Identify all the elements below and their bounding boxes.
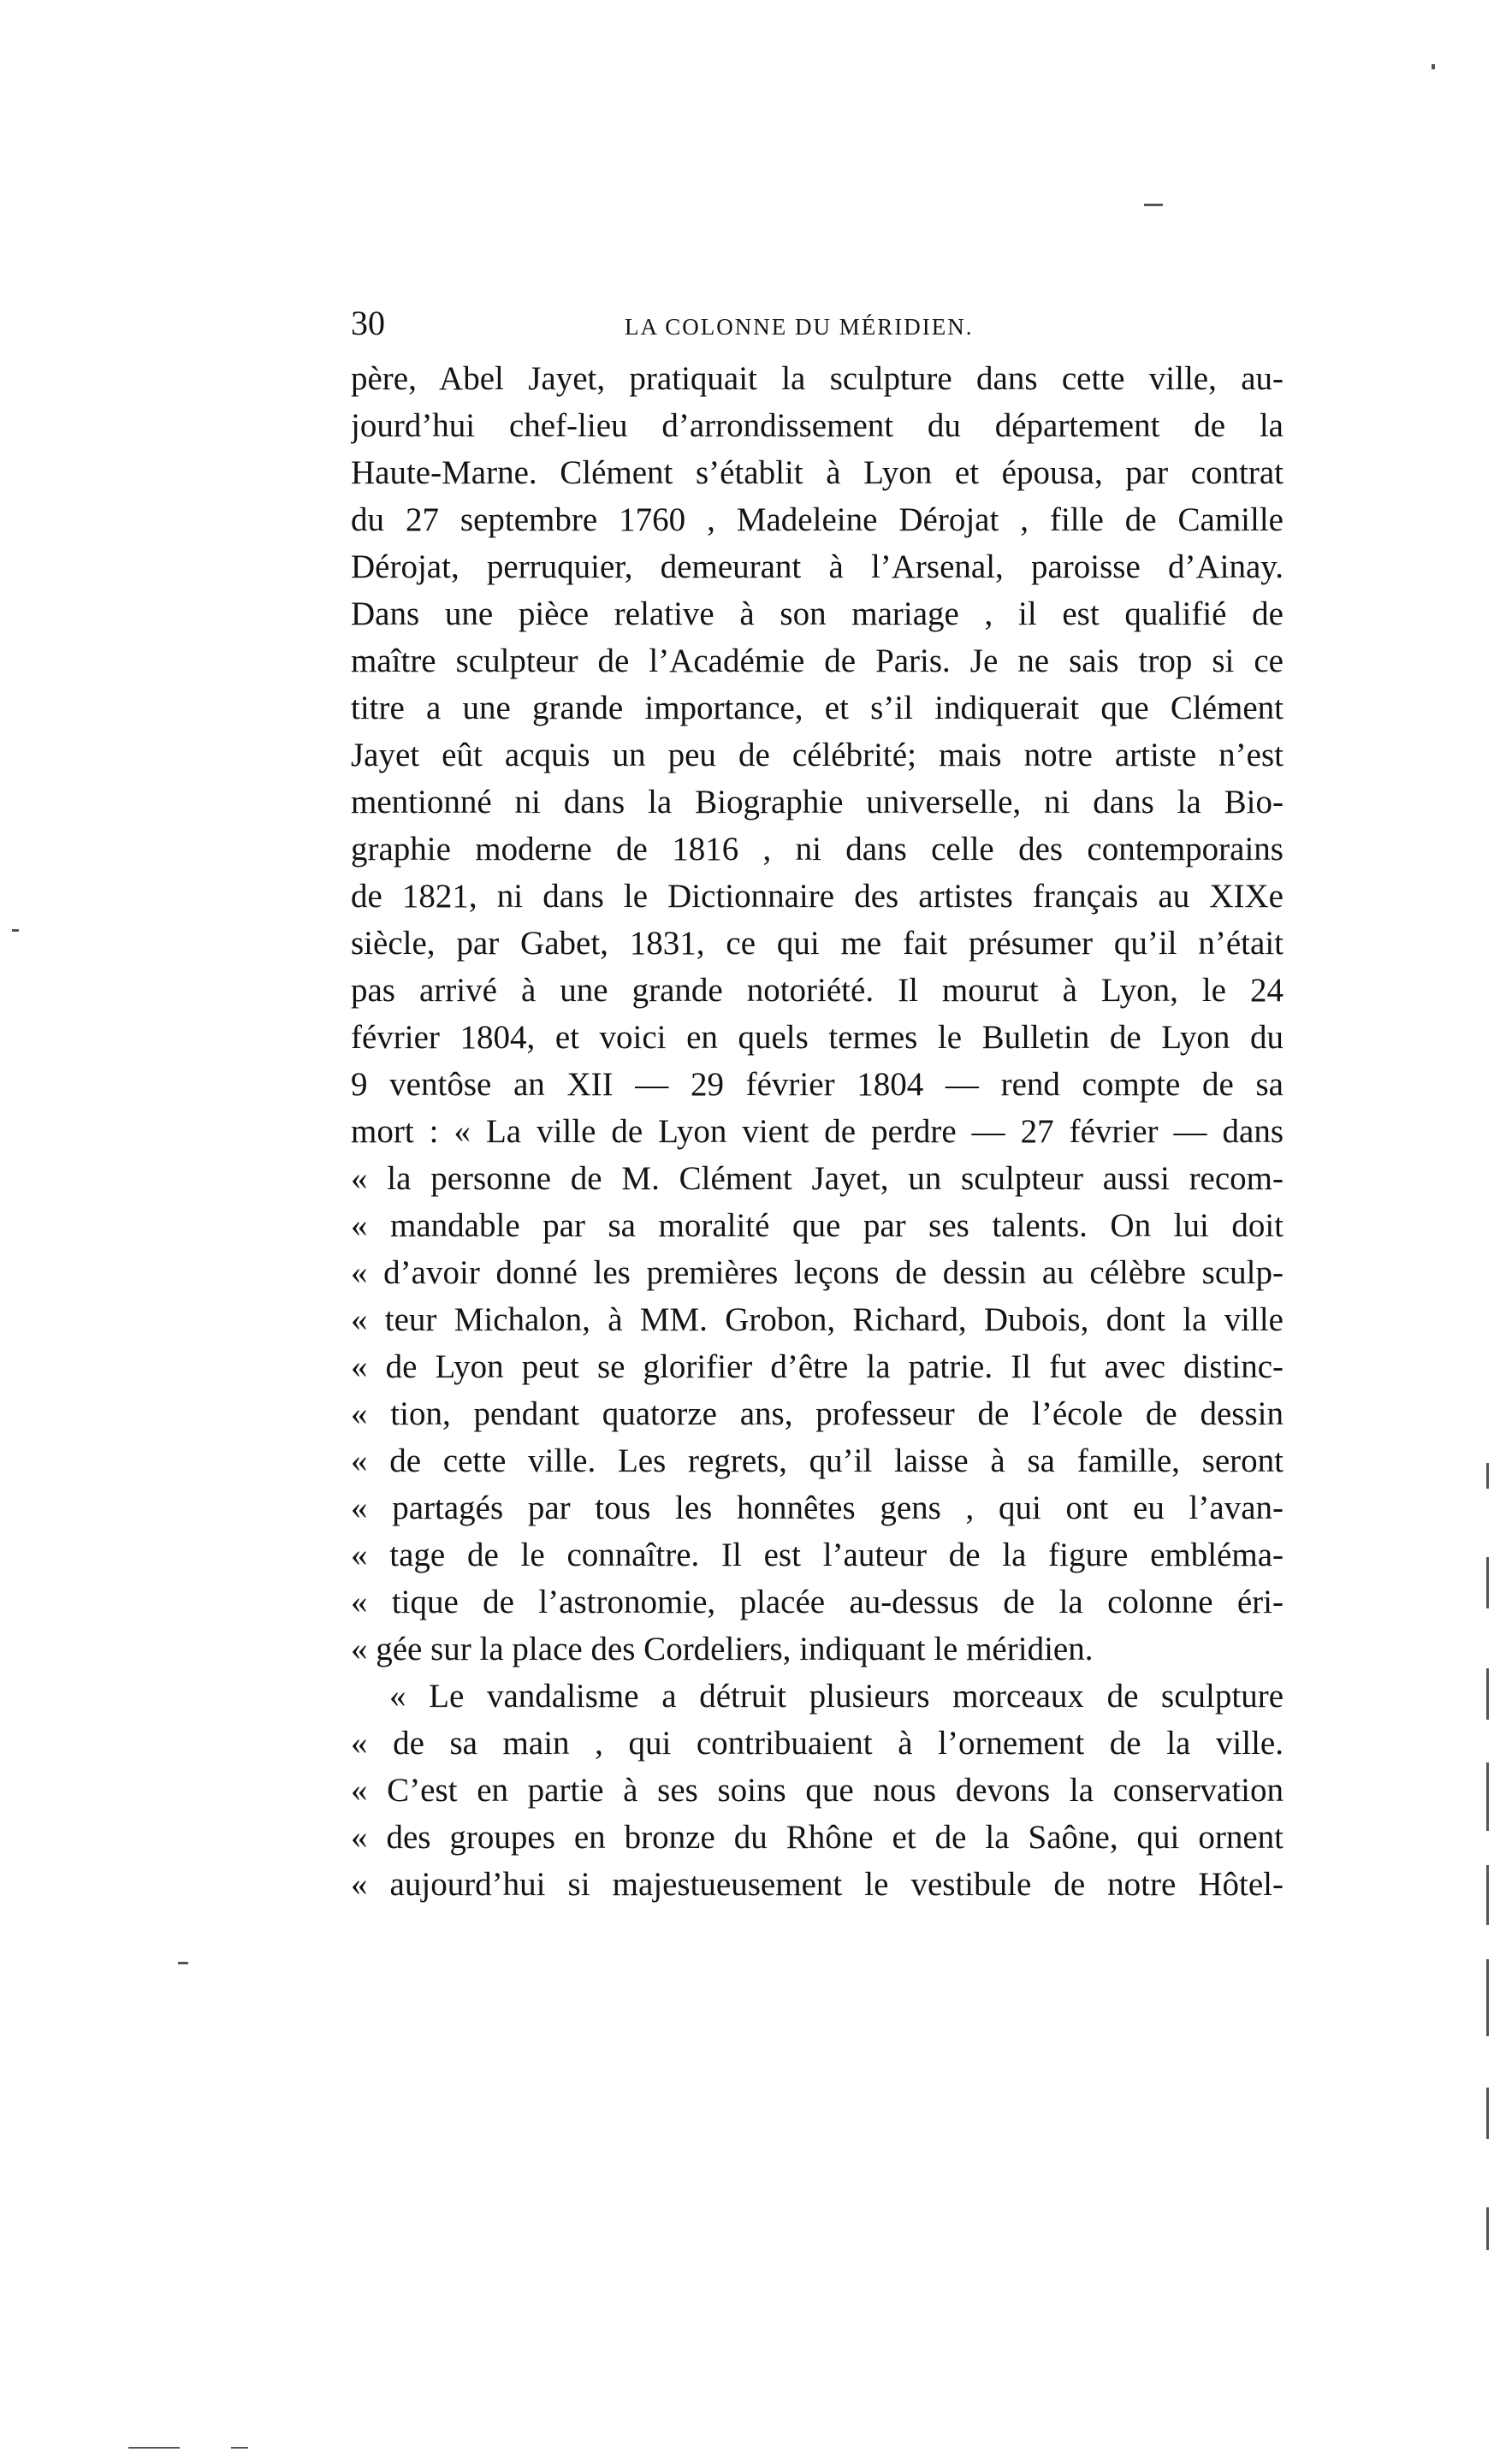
scan-speck bbox=[1432, 64, 1435, 69]
text-line: 9 ventôse an XII — 29 février 1804 — rend compte de sa bbox=[351, 1066, 1284, 1103]
scan-edge-mark bbox=[1486, 1668, 1489, 1720]
quote-line: « gée sur la place des Cordeliers, indiquant le méridien. bbox=[351, 1631, 1094, 1667]
scan-edge-mark bbox=[1486, 2207, 1489, 2250]
text-line: de 1821, ni dans le Dictionnaire des artistes français au XIXe bbox=[351, 878, 1284, 915]
scan-speck bbox=[231, 2447, 248, 2449]
text-line: mort : « La ville de Lyon vient de perdre — 27 février — dans bbox=[351, 1113, 1284, 1150]
running-head bbox=[351, 298, 1284, 349]
quote-line: « C’est en partie à ses soins que nous devons la conservation bbox=[351, 1772, 1284, 1809]
text-line: père, Abel Jayet, pratiquait la sculpture dans cette ville, au- bbox=[351, 360, 1284, 397]
quote-line: « Le vandalisme a détruit plusieurs morceaux de sculpture bbox=[389, 1678, 1284, 1715]
quote-line: « aujourd’hui si majestueusement le vestibule de notre Hôtel- bbox=[351, 1866, 1284, 1903]
text-line: février 1804, et voici en quels termes le Bulletin de Lyon du bbox=[351, 1019, 1284, 1056]
quote-line: « des groupes en bronze du Rhône et de la Saône, qui ornent bbox=[351, 1819, 1284, 1856]
quote-line: « de Lyon peut se glorifier d’être la patrie. Il fut avec distinc- bbox=[351, 1348, 1284, 1385]
text-line: mentionné ni dans la Biographie universelle, ni dans la Bio- bbox=[351, 784, 1284, 820]
text-line: jourd’hui chef-lieu d’arrondissement du département de la bbox=[351, 407, 1284, 444]
text-line: du 27 septembre 1760 , Madeleine Dérojat , fille de Camille bbox=[351, 501, 1284, 538]
text-line: pas arrivé à une grande notoriété. Il mourut à Lyon, le 24 bbox=[351, 972, 1284, 1009]
quote-line: « la personne de M. Clément Jayet, un sculpteur aussi recom- bbox=[351, 1160, 1284, 1197]
quote-line: « tion, pendant quatorze ans, professeur de l’école de dessin bbox=[351, 1395, 1284, 1432]
text-line: maître sculpteur de l’Académie de Paris. Je ne sais trop si ce bbox=[351, 643, 1284, 679]
scan-edge-mark bbox=[1486, 1959, 1489, 2036]
text-line: titre a une grande importance, et s’il indiquerait que Clément bbox=[351, 690, 1284, 726]
text-line: Jayet eût acquis un peu de célébrité; mais notre artiste n’est bbox=[351, 737, 1284, 773]
text-line: siècle, par Gabet, 1831, ce qui me fait présumer qu’il n’était bbox=[351, 925, 1284, 962]
scan-edge-mark bbox=[1486, 1463, 1489, 1489]
quote-line: « partagés par tous les honnêtes gens , qui ont eu l’avan- bbox=[351, 1490, 1284, 1526]
scan-speck bbox=[12, 929, 19, 932]
quote-line: « d’avoir donné les premières leçons de dessin au célèbre sculp- bbox=[351, 1254, 1284, 1291]
scan-speck bbox=[178, 1962, 188, 1964]
quote-line: « tage de le connaître. Il est l’auteur de la figure embléma- bbox=[351, 1537, 1284, 1573]
quote-line: « de cette ville. Les regrets, qu’il laisse à sa famille, seront bbox=[351, 1442, 1284, 1479]
text-line: Dérojat, perruquier, demeurant à l’Arsenal, paroisse d’Ainay. bbox=[351, 548, 1284, 585]
quote-line: « tique de l’astronomie, placée au-dessus de la colonne éri- bbox=[351, 1584, 1284, 1620]
scan-edge-mark bbox=[1486, 1762, 1489, 1831]
scan-speck bbox=[128, 2447, 180, 2449]
scan-edge-mark bbox=[1486, 1557, 1489, 1608]
quote-line: « teur Michalon, à MM. Grobon, Richard, Dubois, dont la ville bbox=[351, 1301, 1284, 1338]
quote-line: « mandable par sa moralité que par ses talents. On lui doit bbox=[351, 1207, 1284, 1244]
scan-speck bbox=[1144, 204, 1163, 206]
text-line: graphie moderne de 1816 , ni dans celle des contemporains bbox=[351, 831, 1284, 868]
body-text bbox=[351, 355, 1284, 1908]
scan-edge-mark bbox=[1486, 2088, 1489, 2139]
page-number: 30 bbox=[351, 304, 385, 342]
text-line: Dans une pièce relative à son mariage , il est qualifié de bbox=[351, 595, 1284, 632]
text-line: Haute-Marne. Clément s’établit à Lyon et épousa, par contrat bbox=[351, 454, 1284, 491]
quote-line: « de sa main , qui contribuaient à l’ornement de la ville. bbox=[351, 1725, 1284, 1762]
running-title: LA COLONNE DU MÉRIDIEN. bbox=[625, 314, 974, 340]
scan-edge-mark bbox=[1486, 1865, 1489, 1925]
